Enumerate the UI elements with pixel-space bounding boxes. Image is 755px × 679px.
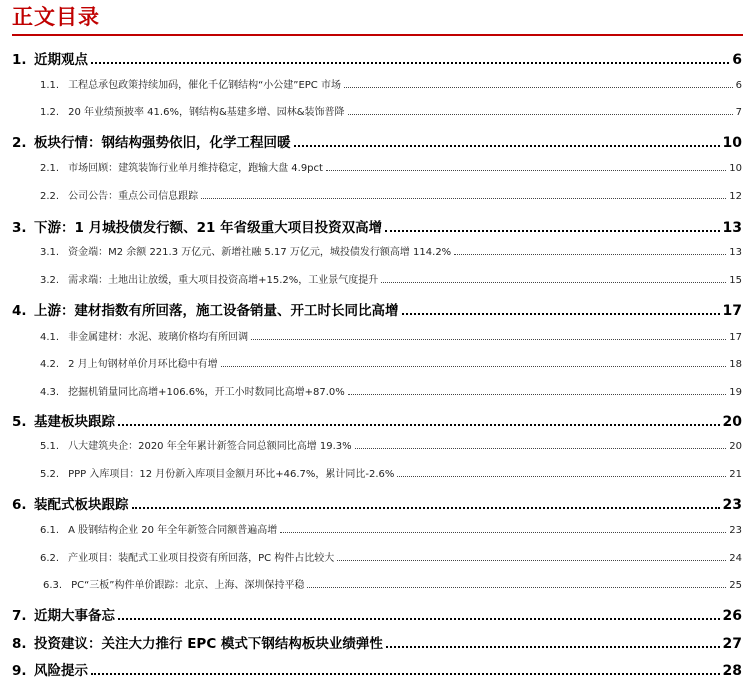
toc-page-number: 23 [729,525,742,536]
toc-section-entry[interactable] [12,48,742,68]
toc-entry-number: 5.1. [40,441,60,452]
toc-entry-number: 4.3. [40,387,60,398]
toc-page-number: 10 [722,135,742,151]
toc-entry-title: 产业项目：装配式工业项目投资有所回落，PC 构件占比较大 [68,553,335,564]
toc-page-number: 12 [729,191,742,202]
toc-entry-title: PC“三板”构件单价跟踪：北京、上海、深圳保持平稳 [71,580,305,591]
toc-subsection-entry[interactable] [12,243,742,258]
toc-entry-number: 3.2. [40,275,60,286]
toc-subsection-entry[interactable] [12,355,742,370]
toc-subsection-entry[interactable] [12,76,742,91]
toc-entry-title: A 股钢结构企业 20 年全年新签合同额普遍高增 [68,525,278,536]
toc-dot-leader [402,313,720,315]
toc-entry-title: 上游：建材指数有所回落，施工设备销量、开工时长同比高增 [34,303,399,319]
toc-subsection-entry[interactable] [12,103,742,118]
toc-entry-number: 7. [12,608,27,624]
toc-page-number: 25 [729,580,742,591]
toc-dot-leader [355,448,727,449]
toc-dot-leader [118,618,720,620]
toc-entry-title: 市场回顾：建筑装饰行业单月维持稳定，跑输大盘 4.9pct [68,163,323,174]
toc-subsection-entry[interactable] [12,549,742,564]
toc-entry-title: 近期观点 [34,52,88,68]
toc-page-number: 17 [722,303,742,319]
toc-page-number: 13 [722,220,742,236]
toc-entry-title: 板块行情：钢结构强势依旧，化学工程回暖 [34,135,291,151]
toc-page-number: 26 [722,608,742,624]
toc-subsection-entry[interactable] [12,271,742,286]
toc-page-number: 27 [722,636,742,652]
toc-entry-title: 投资建议：关注大力推行 EPC 模式下钢结构板块业绩弹性 [34,636,383,652]
toc-page-number: 24 [729,553,742,564]
toc-entry-number: 1. [12,52,27,68]
toc-entry-number: 2. [12,135,27,151]
toc-dot-leader [348,114,733,115]
toc-dot-leader [294,145,720,147]
toc-entry-number: 2.2. [40,191,60,202]
toc-entry-title: 20 年业绩预披率 41.6%，钢结构&基建多增、园林&装饰普降 [68,107,345,118]
toc-subsection-entry[interactable] [12,328,742,343]
toc-entry-title: 装配式板块跟踪 [34,497,129,513]
toc-entry-title: 非金属建材：水泥、玻璃价格均有所回调 [68,332,249,343]
toc-dot-leader [348,394,727,395]
toc-dot-leader [91,673,720,675]
toc-entry-title: 基建板块跟踪 [34,414,115,430]
toc-page-number: 20 [729,441,742,452]
page-title: 正文目录 [12,5,100,29]
toc-subsection-entry[interactable] [12,159,742,174]
toc-entry-title: 工程总承包政策持续加码，催化千亿钢结构“小公建”EPC 市场 [68,80,341,91]
toc-section-entry[interactable] [12,493,742,513]
toc-entry-number: 5. [12,414,27,430]
toc-subsection-entry[interactable] [12,465,742,480]
toc-entry-number: 5.2. [40,469,60,480]
toc-entry-number: 1.2. [40,107,60,118]
toc-page-number: 15 [729,275,742,286]
toc-page-number: 13 [729,247,742,258]
toc-section-entry[interactable] [12,299,742,319]
toc-section-entry[interactable] [12,216,742,236]
toc-entry-number: 1.1. [40,80,60,91]
toc-entry-title: 需求端：土地出让放缓，重大项目投资高增+15.2%，工业景气度提升 [68,275,379,286]
toc-dot-leader [307,587,726,588]
toc-section-entry[interactable] [12,410,742,430]
toc-section-entry[interactable] [12,131,742,151]
toc-subsection-entry[interactable] [12,187,742,202]
toc-entry-title: 挖掘机销量同比高增+106.6%，开工小时数同比高增+87.0% [68,387,345,398]
toc-page-number: 19 [729,387,742,398]
toc-dot-leader [221,366,727,367]
toc-subsection-entry[interactable] [12,437,742,452]
toc-dot-leader [344,87,733,88]
toc-dot-leader [280,532,726,533]
toc-dot-leader [337,560,726,561]
toc-entry-number: 3. [12,220,27,236]
toc-dot-leader [132,507,720,509]
toc-dot-leader [454,254,726,255]
toc-section-entry[interactable] [12,659,742,679]
toc-entry-number: 2.1. [40,163,60,174]
toc-entry-title: 近期大事备忘 [34,608,115,624]
toc-page-number: 18 [729,359,742,370]
toc-subsection-entry[interactable] [12,383,742,398]
toc-page-number: 21 [729,469,742,480]
toc-section-entry[interactable] [12,632,742,652]
title-divider [12,34,743,36]
toc-entry-title: PPP 入库项目：12 月份新入库项目金额月环比+46.7%，累计同比-2.6% [68,469,395,480]
toc-dot-leader [118,424,720,426]
toc-entry-number: 6.1. [40,525,60,536]
toc-entry-title: 2 月上旬钢材单价月环比稳中有增 [68,359,218,370]
toc-page-number: 17 [729,332,742,343]
toc-entry-number: 4. [12,303,27,319]
toc-entry-title: 下游：1 月城投债发行额、21 年省级重大项目投资双高增 [34,220,383,236]
toc-page-number: 7 [735,107,742,118]
toc-subsection-entry[interactable] [12,576,742,591]
toc-page-number: 20 [722,414,742,430]
toc-entry-number: 4.2. [40,359,60,370]
toc-entry-number: 3.1. [40,247,60,258]
toc-page-number: 28 [722,663,742,679]
toc-section-entry[interactable] [12,604,742,624]
toc-dot-leader [326,170,726,171]
toc-dot-leader [201,198,726,199]
toc-entry-title: 公司公告：重点公司信息跟踪 [68,191,199,202]
toc-dot-leader [385,230,719,232]
toc-entry-title: 八大建筑央企：2020 年全年累计新签合同总额同比高增 19.3% [68,441,352,452]
toc-dot-leader [386,646,720,648]
toc-dot-leader [397,476,726,477]
toc-dot-leader [251,339,726,340]
toc-entry-number: 6.2. [40,553,60,564]
toc-entry-number: 6. [12,497,27,513]
toc-entry-number: 6.3. [43,580,63,591]
toc-page-number: 6 [732,52,742,68]
toc-page-number: 6 [735,80,742,91]
toc-entry-title: 风险提示 [34,663,88,679]
toc-entry-number: 9. [12,663,27,679]
toc-entry-number: 8. [12,636,27,652]
toc-dot-leader [381,282,726,283]
toc-page-number: 23 [722,497,742,513]
toc-entry-number: 4.1. [40,332,60,343]
toc-subsection-entry[interactable] [12,521,742,536]
toc-page-number: 10 [729,163,742,174]
toc-entry-title: 资金端：M2 余额 221.3 万亿元、新增社融 5.17 万亿元，城投债发行额高增 114.2% [68,247,452,258]
toc-dot-leader [91,62,729,64]
